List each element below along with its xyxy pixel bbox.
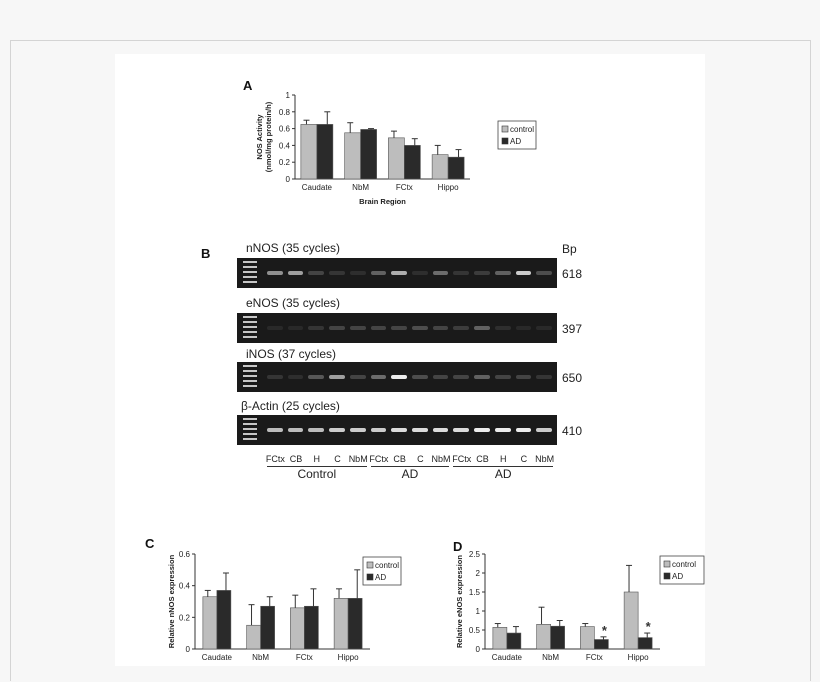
gel-image	[237, 258, 557, 288]
gel-band	[329, 326, 345, 330]
bar	[638, 638, 652, 649]
gel-row-label: iNOS (37 cycles)	[246, 347, 337, 361]
gel-ladder-band	[243, 433, 257, 435]
gel-band	[516, 375, 532, 379]
y-tick-label: 1	[285, 91, 290, 100]
legend-swatch	[367, 562, 373, 568]
gel-band	[474, 428, 490, 432]
bar	[217, 590, 231, 649]
gel-band	[495, 271, 511, 275]
gel-band	[474, 326, 490, 330]
gel-band	[288, 271, 304, 275]
gel-band	[308, 271, 324, 275]
legend-swatch	[367, 574, 373, 580]
gel-band	[371, 326, 387, 330]
chart-d	[445, 539, 705, 664]
gel-ladder-band	[243, 423, 257, 425]
gel-band	[412, 375, 428, 379]
gel-ladder-band	[243, 331, 257, 333]
gel-ladder-band	[243, 365, 257, 367]
gel-lane-label: FCtx	[265, 454, 285, 464]
gel-band	[412, 326, 428, 330]
gel-band	[453, 271, 469, 275]
gel-bp-value: 618	[562, 267, 583, 281]
gel-lane-label: CB	[289, 454, 303, 464]
legend-swatch	[664, 573, 670, 579]
y-tick-label: 0	[185, 645, 190, 654]
gel-ladder-band	[243, 370, 257, 372]
gel-lane-label: NbM	[348, 454, 368, 464]
gel-lane-label: CB	[476, 454, 489, 464]
gel-band	[391, 428, 407, 432]
figure-panel	[115, 54, 705, 666]
x-axis-label: Brain Region	[359, 197, 406, 206]
legend	[498, 121, 536, 149]
bar	[448, 157, 464, 179]
bar	[301, 124, 317, 179]
bar	[537, 624, 551, 649]
y-tick-label: 1.5	[468, 588, 480, 597]
gel-ladder-band	[243, 375, 257, 377]
bar	[493, 627, 507, 649]
bar	[594, 640, 608, 650]
gel-band	[433, 428, 449, 432]
gel-band	[391, 271, 407, 275]
gel-lane-label: NbM	[535, 454, 555, 464]
gel-band	[495, 326, 511, 330]
gel-band	[433, 271, 449, 275]
bar	[345, 133, 361, 179]
gel-band	[474, 375, 490, 379]
gel-band	[391, 326, 407, 330]
bar	[348, 598, 362, 649]
gel-lane-label: FCtx	[452, 454, 472, 464]
legend-swatch	[502, 138, 508, 144]
x-tick-label: Caudate	[491, 653, 522, 662]
bar	[304, 606, 318, 649]
gel-lane-label: NbM	[431, 454, 451, 464]
y-tick-label: 0.5	[468, 626, 480, 635]
gel-band	[453, 428, 469, 432]
bar	[580, 627, 594, 649]
bar	[404, 145, 420, 179]
gel-band	[433, 375, 449, 379]
gel-band	[433, 326, 449, 330]
gel-ladder-band	[243, 316, 257, 318]
gel-bp-value: 650	[562, 371, 583, 385]
x-tick-label: Hippo	[437, 183, 459, 192]
gel-band	[536, 375, 552, 379]
gel-band	[350, 271, 366, 275]
gel-ladder-band	[243, 385, 257, 387]
gel-ladder-band	[243, 281, 257, 283]
y-tick-label: 0.2	[278, 158, 290, 168]
legend-label: AD	[672, 572, 684, 581]
y-tick-label: 0	[475, 645, 480, 654]
x-tick-label: Hippo	[337, 653, 359, 662]
gel-band	[536, 271, 552, 275]
x-tick-label: NbM	[542, 653, 560, 662]
gel-band	[267, 428, 283, 432]
gel-ladder-band	[243, 438, 257, 440]
gel-image	[237, 362, 557, 392]
bar	[507, 633, 521, 649]
x-tick-label: Caudate	[201, 653, 232, 662]
gel-band	[267, 271, 283, 275]
gel-image	[237, 415, 557, 445]
significance-annotation: *	[645, 619, 651, 635]
gel-band	[371, 428, 387, 432]
chart-a	[235, 79, 555, 219]
gel-band	[412, 271, 428, 275]
bar	[388, 138, 404, 179]
gel-band	[453, 326, 469, 330]
gel-ladder-band	[243, 326, 257, 328]
y-tick-label: 1	[475, 607, 480, 616]
gel-ladder-band	[243, 336, 257, 338]
gel-band	[474, 271, 490, 275]
legend-swatch	[664, 561, 670, 567]
gel-band	[350, 326, 366, 330]
y-tick-label: 2	[475, 569, 480, 578]
gel-band	[288, 326, 304, 330]
gel-lane-label: CB	[393, 454, 406, 464]
panel-label-a: A	[243, 78, 253, 93]
y-axis-label: Relative eNOS expression	[455, 555, 464, 648]
bar	[290, 608, 304, 649]
gel-ladder-band	[243, 271, 257, 273]
gel-lane-label: H	[499, 454, 507, 464]
gel-band	[391, 375, 407, 379]
gel-band	[288, 428, 304, 432]
gel-band	[308, 326, 324, 330]
gel-ladder-band	[243, 276, 257, 278]
legend-label: control	[375, 561, 400, 570]
bar	[247, 625, 261, 649]
gel-lane-label: FCtx	[369, 454, 389, 464]
y-tick-label: 0	[285, 175, 290, 184]
gel-ladder-band	[243, 428, 257, 430]
legend-swatch	[502, 126, 508, 132]
gel-lane-label: C	[520, 454, 528, 464]
legend-label: control	[672, 560, 697, 569]
x-tick-label: Hippo	[627, 653, 649, 662]
gel-row-label: β-Actin (25 cycles)	[241, 399, 340, 413]
gel-bp-value: 397	[562, 322, 583, 336]
gel-band	[495, 375, 511, 379]
gel-group-label: AD	[494, 467, 512, 481]
gel-ladder-band	[243, 380, 257, 382]
bar	[334, 598, 348, 649]
y-tick-label: 0.4	[178, 581, 190, 591]
x-tick-label: FCtx	[585, 653, 603, 662]
x-tick-label: Caudate	[301, 183, 332, 192]
y-axis-label-line: (nmol/mg protein/h)	[264, 101, 273, 173]
panel-label-b: B	[201, 246, 211, 261]
gel-ladder-band	[243, 266, 257, 268]
panel-label-c: C	[145, 536, 155, 551]
y-axis-label-line: NOS Activity	[255, 114, 264, 160]
gel-band	[453, 375, 469, 379]
gel-band	[516, 271, 532, 275]
gel-band	[267, 326, 283, 330]
gel-ladder-band	[243, 418, 257, 420]
gel-band	[536, 326, 552, 330]
gel-lane-label: H	[313, 454, 321, 464]
gel-lane-label: C	[334, 454, 341, 464]
bar	[317, 124, 333, 179]
gel-band	[536, 428, 552, 432]
gel-band	[412, 428, 428, 432]
gel-band	[308, 375, 324, 379]
gel-band	[495, 428, 511, 432]
x-tick-label: FCtx	[395, 183, 413, 192]
gel-band	[288, 375, 304, 379]
gel-image	[237, 313, 557, 343]
gel-band	[329, 428, 345, 432]
bar	[361, 129, 377, 179]
gel-band	[371, 271, 387, 275]
gel-band	[350, 375, 366, 379]
y-tick-label: 0.6	[278, 124, 290, 134]
gel-row-label: nNOS (35 cycles)	[246, 241, 341, 255]
legend	[660, 556, 704, 584]
x-tick-label: NbM	[252, 653, 270, 662]
legend-label: control	[510, 125, 535, 134]
gel-lane-label: C	[417, 454, 424, 464]
legend	[363, 557, 401, 585]
bar	[624, 592, 638, 649]
y-tick-label: 0.4	[278, 141, 290, 151]
gel-band	[267, 375, 283, 379]
gel-band	[516, 326, 532, 330]
gel-bp-value: 410	[562, 424, 583, 438]
bar	[261, 606, 275, 649]
y-tick-label: 2.5	[468, 550, 480, 559]
gel-band	[329, 271, 345, 275]
gel-ladder-band	[243, 321, 257, 323]
significance-annotation: *	[601, 622, 607, 638]
x-tick-label: NbM	[352, 183, 370, 192]
y-tick-label: 0.8	[278, 107, 290, 117]
gel-group-label: AD	[401, 467, 419, 481]
legend-label: AD	[375, 573, 387, 582]
bar	[432, 155, 448, 179]
y-axis-label	[255, 101, 273, 172]
x-tick-label: FCtx	[295, 653, 313, 662]
gel-band	[371, 375, 387, 379]
gel-ladder-band	[243, 261, 257, 263]
y-tick-label: 0.2	[178, 613, 190, 623]
panel-label-d: D	[453, 539, 463, 554]
gel-band	[308, 428, 324, 432]
chart-c	[140, 539, 430, 664]
bar	[203, 597, 217, 649]
bar	[551, 626, 565, 649]
gel-band	[516, 428, 532, 432]
y-axis-label: Relative nNOS expression	[167, 554, 176, 649]
gel-row-label: eNOS (35 cycles)	[246, 296, 341, 310]
gel-group-label: Control	[297, 467, 337, 481]
bp-header: Bp	[562, 242, 577, 256]
y-tick-label: 0.6	[178, 550, 190, 559]
legend-label: AD	[510, 137, 522, 146]
gel-band	[350, 428, 366, 432]
gel-band	[329, 375, 345, 379]
